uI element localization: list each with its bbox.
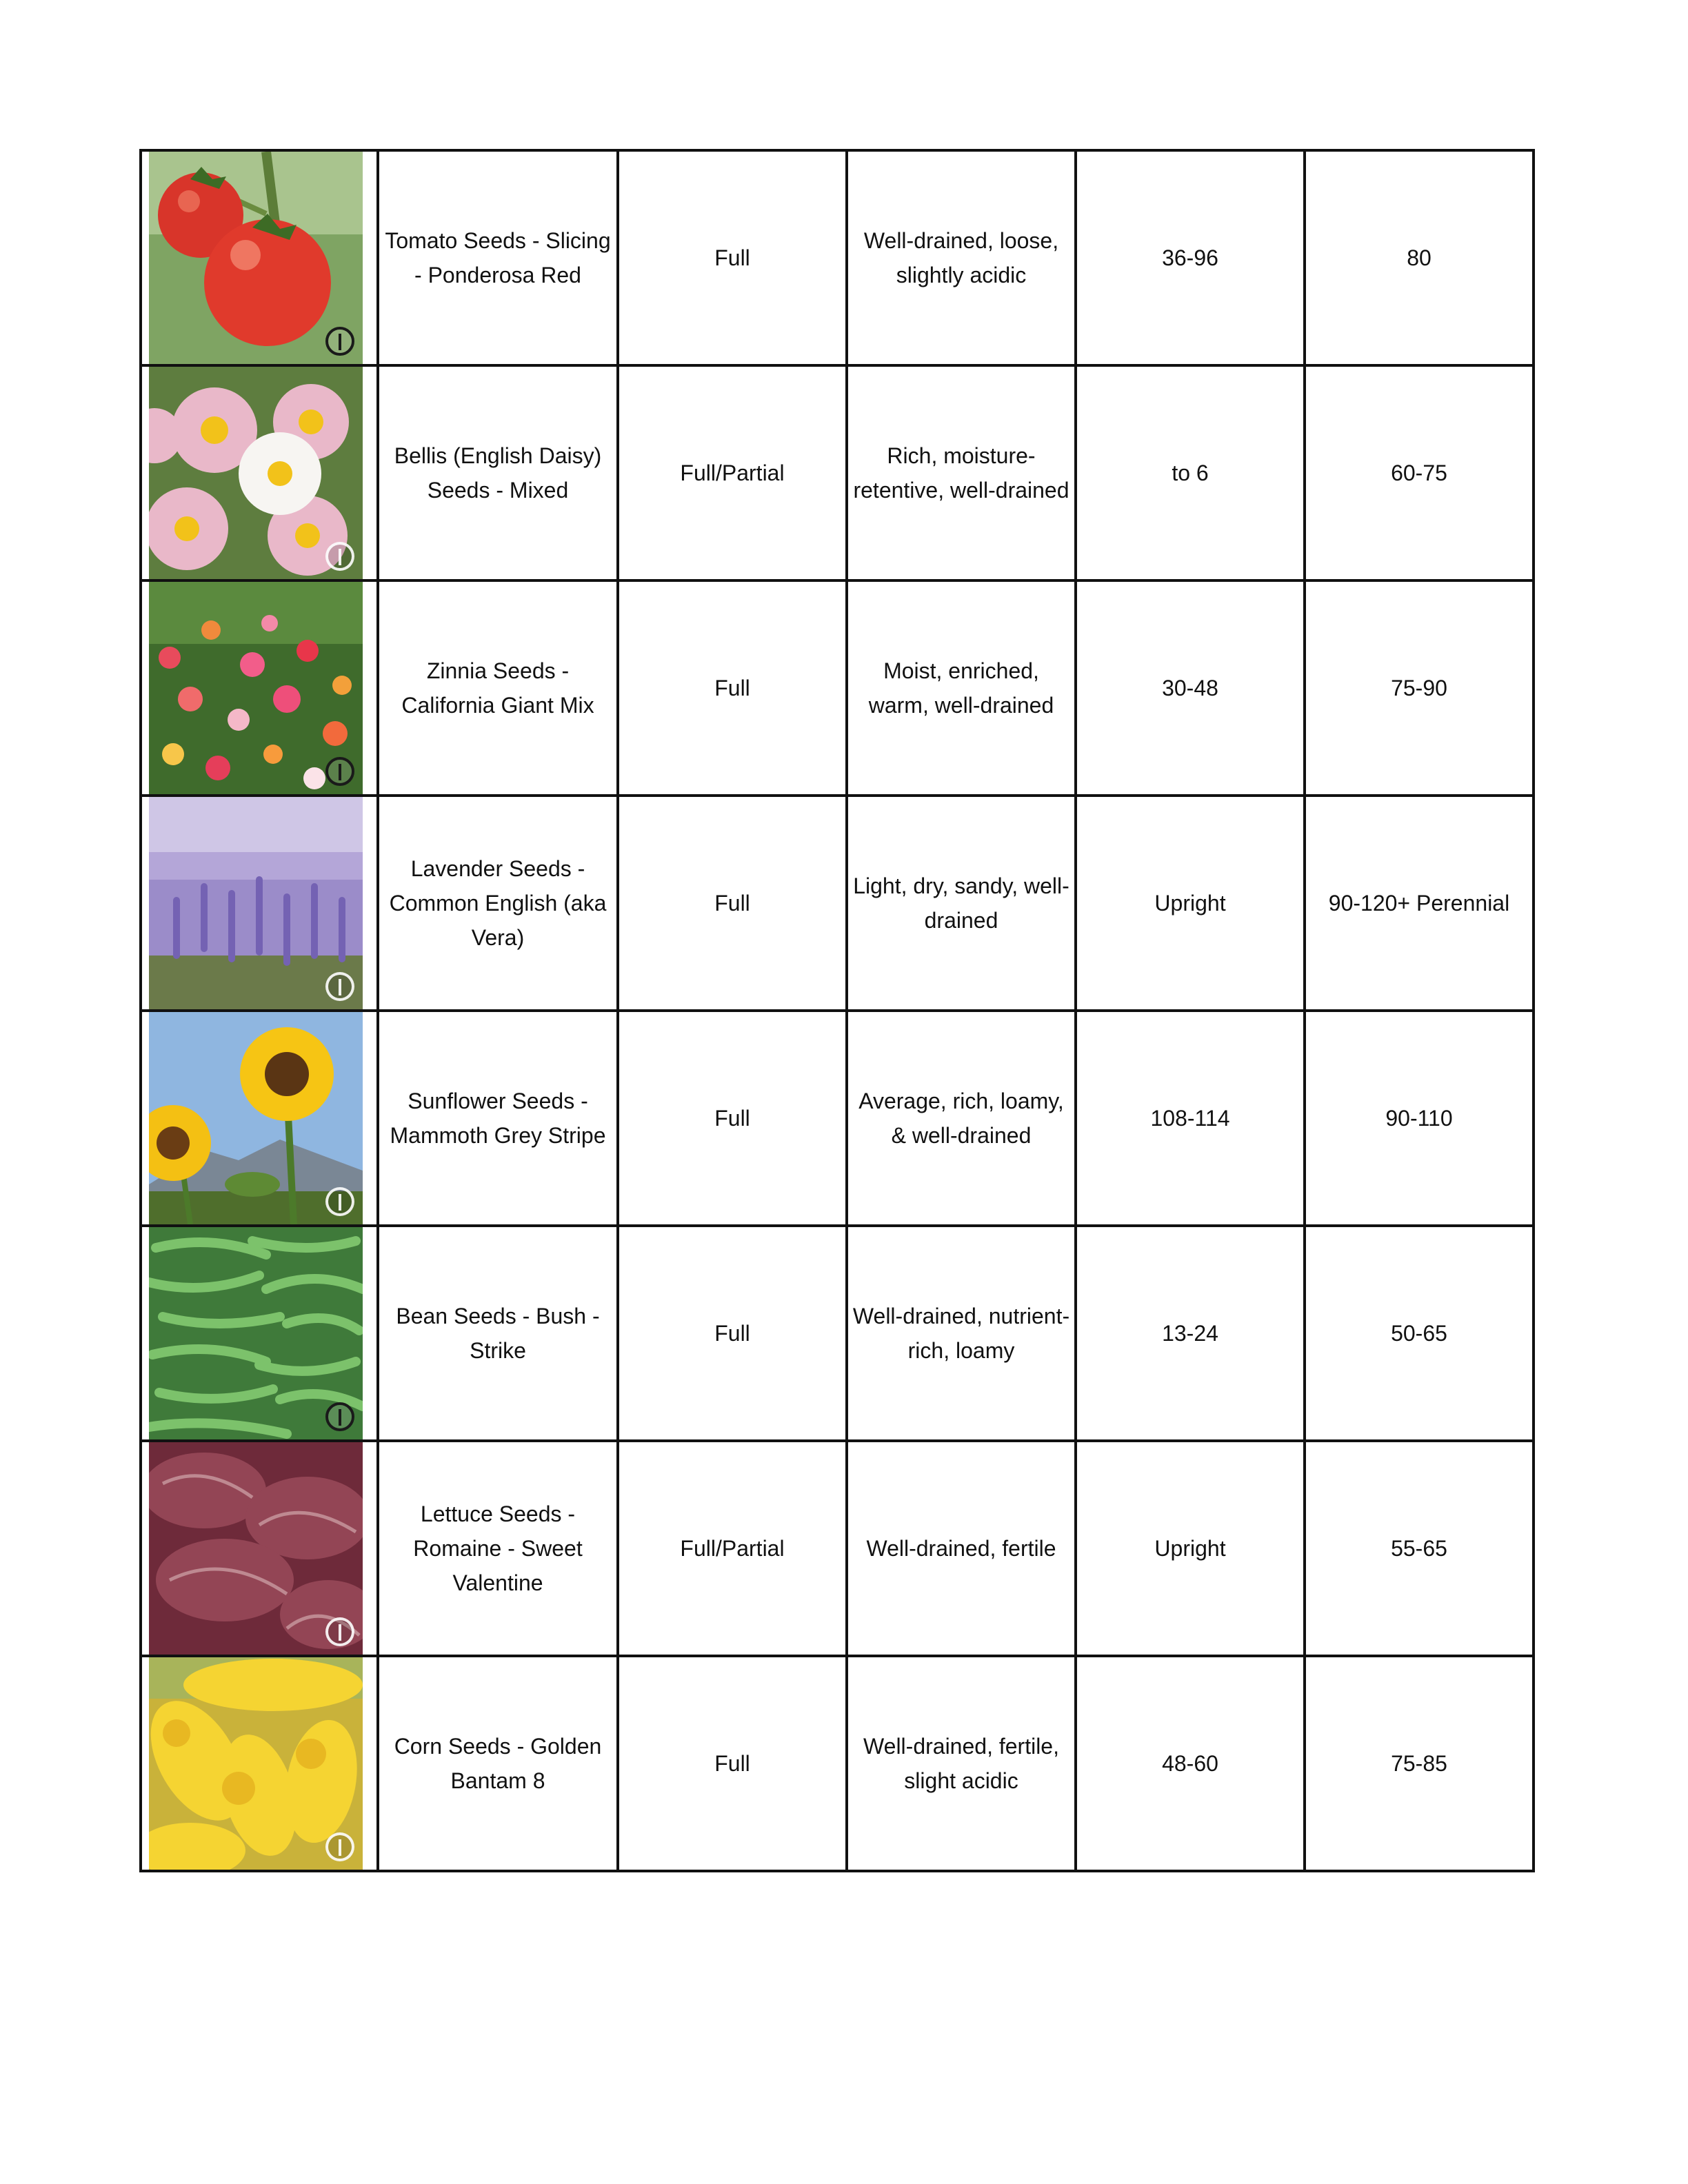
soil-cell: Well-drained, nutrient-rich, loamy bbox=[847, 1226, 1076, 1441]
image-cell bbox=[141, 1656, 378, 1871]
table-row bbox=[141, 1441, 1534, 1656]
height-cell: 30-48 bbox=[1076, 580, 1305, 796]
height-cell: 48-60 bbox=[1076, 1656, 1305, 1871]
soil-cell: Light, dry, sandy, well-drained bbox=[847, 796, 1076, 1011]
height-cell: 13-24 bbox=[1076, 1226, 1305, 1441]
soil-cell: Well-drained, loose, slightly acidic bbox=[847, 150, 1076, 365]
soil-cell: Well-drained, fertile bbox=[847, 1441, 1076, 1656]
english-daisy-photo bbox=[149, 367, 363, 579]
corn-photo bbox=[149, 1657, 363, 1870]
days-cell: 55-65 bbox=[1305, 1441, 1534, 1656]
table-row bbox=[141, 150, 1534, 365]
height-cell: Upright bbox=[1076, 796, 1305, 1011]
table-row bbox=[141, 365, 1534, 580]
table-row bbox=[141, 1656, 1534, 1871]
height-cell: 108-114 bbox=[1076, 1011, 1305, 1226]
height-cell: 36-96 bbox=[1076, 150, 1305, 365]
seed-brand-icon bbox=[325, 1402, 354, 1431]
days-cell: 75-85 bbox=[1305, 1656, 1534, 1871]
image-cell bbox=[141, 365, 378, 580]
table-row bbox=[141, 580, 1534, 796]
seed-table bbox=[139, 149, 1535, 1872]
seed-brand-icon bbox=[325, 1617, 354, 1646]
seed-name-cell: Zinnia Seeds - California Giant Mix bbox=[378, 580, 618, 796]
image-cell bbox=[141, 150, 378, 365]
lettuce-photo bbox=[149, 1442, 363, 1655]
sun-cell: Full/Partial bbox=[618, 365, 847, 580]
image-cell bbox=[141, 1011, 378, 1226]
sun-cell: Full bbox=[618, 150, 847, 365]
lavender-photo bbox=[149, 797, 363, 1009]
days-cell: 50-65 bbox=[1305, 1226, 1534, 1441]
seed-name-cell: Lettuce Seeds - Romaine - Sweet Valentine bbox=[378, 1441, 618, 1656]
seed-name-cell: Lavender Seeds - Common English (aka Vera) bbox=[378, 796, 618, 1011]
seed-brand-icon bbox=[325, 757, 354, 786]
seed-name-cell: Tomato Seeds - Slicing - Ponderosa Red bbox=[378, 150, 618, 365]
table-row bbox=[141, 1011, 1534, 1226]
sunflower-photo bbox=[149, 1012, 363, 1224]
sun-cell: Full bbox=[618, 1226, 847, 1441]
green-bean-photo bbox=[149, 1227, 363, 1439]
days-cell: 60-75 bbox=[1305, 365, 1534, 580]
table-row bbox=[141, 1226, 1534, 1441]
days-cell: 90-120+ Perennial bbox=[1305, 796, 1534, 1011]
days-cell: 90-110 bbox=[1305, 1011, 1534, 1226]
seed-brand-icon bbox=[325, 327, 354, 356]
zinnia-photo bbox=[149, 582, 363, 794]
table-row bbox=[141, 796, 1534, 1011]
seed-name-cell: Corn Seeds - Golden Bantam 8 bbox=[378, 1656, 618, 1871]
image-cell bbox=[141, 1226, 378, 1441]
tomato-photo bbox=[149, 152, 363, 364]
sun-cell: Full/Partial bbox=[618, 1441, 847, 1656]
image-cell bbox=[141, 580, 378, 796]
sun-cell: Full bbox=[618, 1656, 847, 1871]
seed-brand-icon bbox=[325, 972, 354, 1001]
height-cell: Upright bbox=[1076, 1441, 1305, 1656]
seed-name-cell: Sunflower Seeds - Mammoth Grey Stripe bbox=[378, 1011, 618, 1226]
image-cell bbox=[141, 1441, 378, 1656]
seed-name-cell: Bellis (English Daisy) Seeds - Mixed bbox=[378, 365, 618, 580]
sun-cell: Full bbox=[618, 1011, 847, 1226]
days-cell: 75-90 bbox=[1305, 580, 1534, 796]
image-cell bbox=[141, 796, 378, 1011]
sun-cell: Full bbox=[618, 796, 847, 1011]
seed-brand-icon bbox=[325, 1187, 354, 1216]
soil-cell: Moist, enriched, warm, well-drained bbox=[847, 580, 1076, 796]
sun-cell: Full bbox=[618, 580, 847, 796]
seed-brand-icon bbox=[325, 542, 354, 571]
height-cell: to 6 bbox=[1076, 365, 1305, 580]
soil-cell: Average, rich, loamy, & well-drained bbox=[847, 1011, 1076, 1226]
soil-cell: Rich, moisture-retentive, well-drained bbox=[847, 365, 1076, 580]
seed-brand-icon bbox=[325, 1832, 354, 1861]
days-cell: 80 bbox=[1305, 150, 1534, 365]
soil-cell: Well-drained, fertile, slight acidic bbox=[847, 1656, 1076, 1871]
seed-name-cell: Bean Seeds - Bush - Strike bbox=[378, 1226, 618, 1441]
